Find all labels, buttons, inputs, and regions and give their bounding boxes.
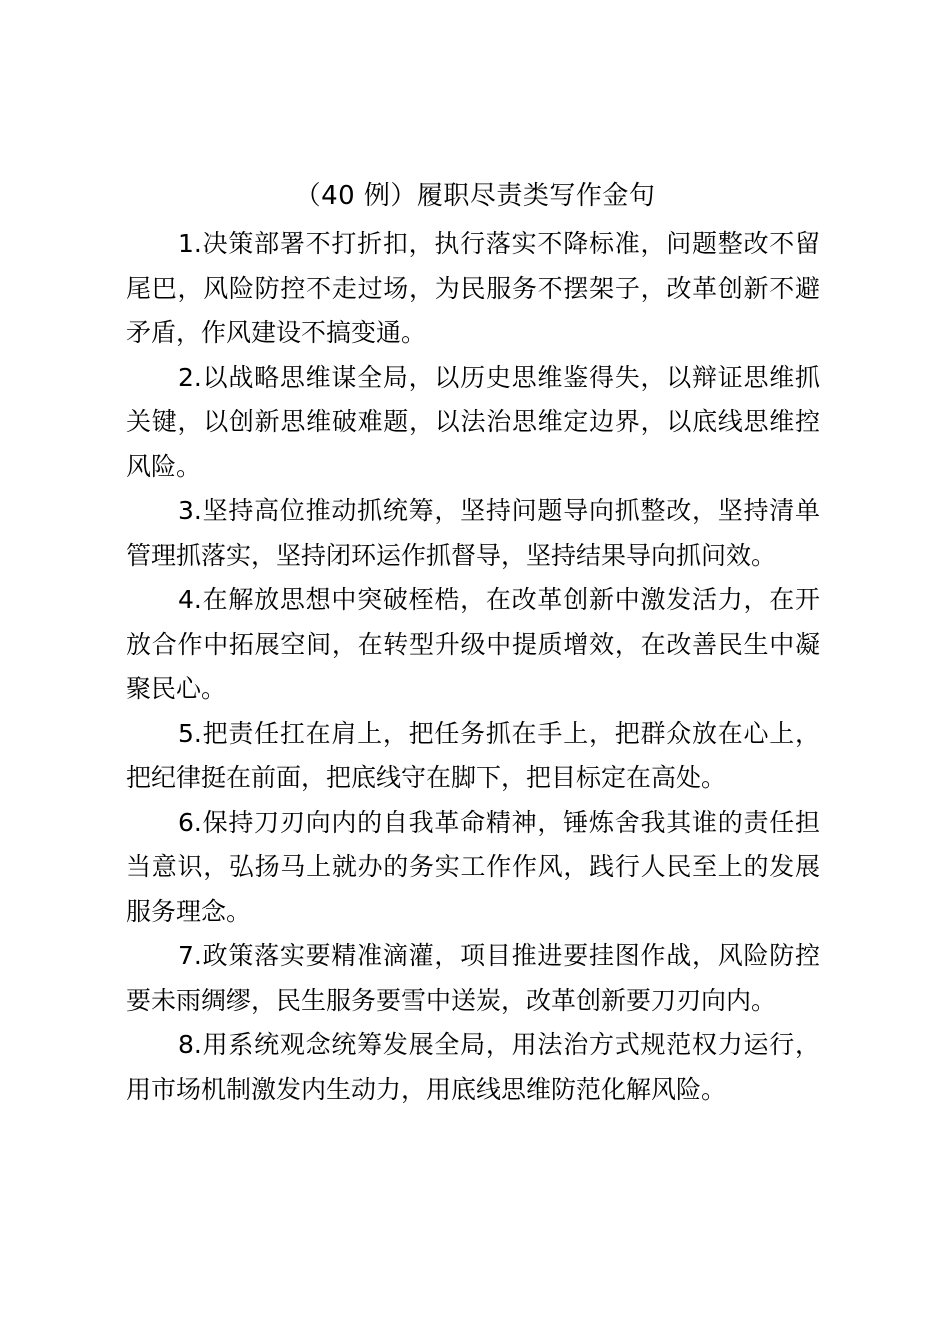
- paragraph-7: 7.政策落实要精准滴灌，项目推进要挂图作战，风险防控要未雨绸缪，民生服务要雪中送炭，改革创新要刀刃向内。: [126, 941, 820, 1015]
- paragraph-5: 5.把责任扛在肩上，把任务抓在手上，把群众放在心上，把纪律挺在前面，把底线守在脚下，把目标定在高处。: [126, 718, 820, 792]
- paragraph-8: 8.用系统观念统筹发展全局，用法治方式规范权力运行，用市场机制激发内生动力，用底线思维防范化解风险。: [126, 1030, 820, 1104]
- paragraph-4: 4.在解放思想中突破桎梏，在改革创新中激发活力，在开放合作中拓展空间，在转型升级中提质增效，在改善民生中凝聚民心。: [126, 585, 820, 703]
- paragraph-3: 3.坚持高位推动抓统筹，坚持问题导向抓整改，坚持清单管理抓落实，坚持闭环运作抓督导，坚持结果导向抓问效。: [126, 496, 820, 570]
- document-title: （40 例）履职尽责类写作金句: [294, 181, 656, 211]
- document-body: [126, 222, 820, 1112]
- paragraph-6: 6.保持刀刃向内的自我革命精神，锤炼舍我其谁的责任担当意识，弘扬马上就办的务实工作作风，践行人民至上的发展服务理念。: [126, 807, 820, 926]
- paragraph-1: 1.决策部署不打折扣，执行落实不降标准，问题整改不留尾巴，风险防控不走过场，为民服务不摆架子，改革创新不避矛盾，作风建设不搞变通。: [126, 229, 820, 347]
- paragraph-2: 2.以战略思维谋全局，以历史思维鉴得失，以辩证思维抓关键，以创新思维破难题，以法治思维定边界，以底线思维控风险。: [126, 362, 820, 481]
